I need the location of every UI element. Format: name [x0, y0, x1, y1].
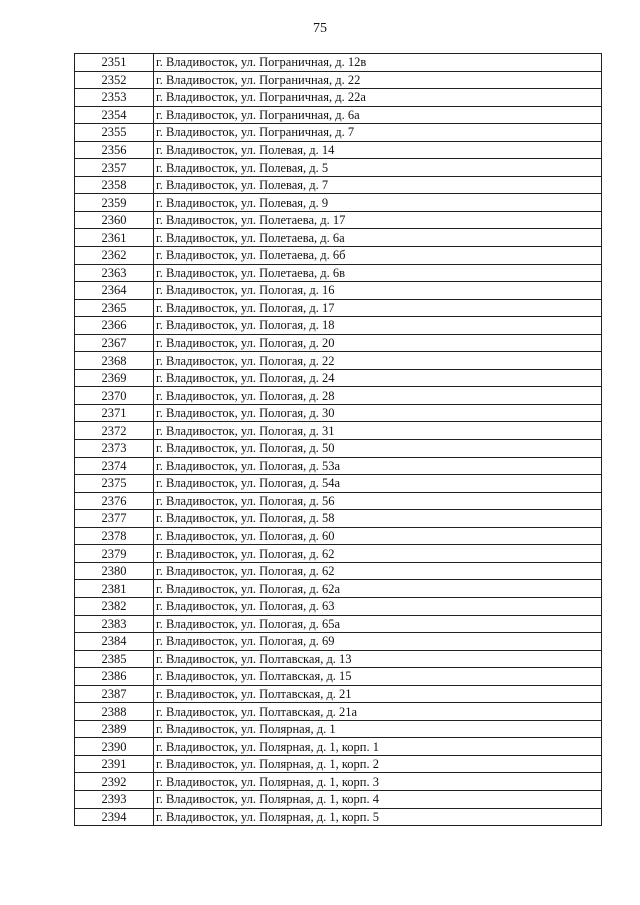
table-row	[75, 720, 602, 738]
row-number-cell: 2352	[75, 71, 154, 89]
address-cell: г. Владивосток, ул. Пологая, д. 53а	[154, 457, 602, 475]
address-cell: г. Владивосток, ул. Полярная, д. 1, корп. 1	[154, 738, 602, 756]
address-cell: г. Владивосток, ул. Пологая, д. 22	[154, 352, 602, 370]
address-cell: г. Владивосток, ул. Пограничная, д. 22а	[154, 89, 602, 107]
table-row	[75, 211, 602, 229]
row-number-cell: 2363	[75, 264, 154, 282]
row-number-cell: 2361	[75, 229, 154, 247]
address-cell: г. Владивосток, ул. Полярная, д. 1, корп. 4	[154, 790, 602, 808]
address-cell: г. Владивосток, ул. Пологая, д. 16	[154, 282, 602, 300]
table-row	[75, 650, 602, 668]
page-number: 75	[313, 21, 327, 36]
address-cell: г. Владивосток, ул. Полтавская, д. 15	[154, 668, 602, 686]
address-table	[74, 53, 602, 826]
row-number-cell: 2382	[75, 597, 154, 615]
table-row	[75, 369, 602, 387]
row-number-cell: 2391	[75, 755, 154, 773]
table-row	[75, 790, 602, 808]
table-row	[75, 282, 602, 300]
table-row	[75, 387, 602, 405]
table-row	[75, 703, 602, 721]
row-number-cell: 2389	[75, 720, 154, 738]
table-row	[75, 71, 602, 89]
table-row	[75, 808, 602, 826]
table-row	[75, 510, 602, 528]
row-number-cell: 2354	[75, 106, 154, 124]
table-row	[75, 545, 602, 563]
table-row	[75, 580, 602, 598]
row-number-cell: 2357	[75, 159, 154, 177]
row-number-cell: 2374	[75, 457, 154, 475]
address-cell: г. Владивосток, ул. Полевая, д. 9	[154, 194, 602, 212]
table-row	[75, 247, 602, 265]
address-cell: г. Владивосток, ул. Полевая, д. 5	[154, 159, 602, 177]
address-cell: г. Владивосток, ул. Полевая, д. 7	[154, 176, 602, 194]
row-number-cell: 2364	[75, 282, 154, 300]
row-number-cell: 2379	[75, 545, 154, 563]
address-cell: г. Владивосток, ул. Полярная, д. 1, корп. 2	[154, 755, 602, 773]
table-row	[75, 264, 602, 282]
row-number-cell: 2356	[75, 141, 154, 159]
address-cell: г. Владивосток, ул. Полевая, д. 14	[154, 141, 602, 159]
table-row	[75, 422, 602, 440]
table-row	[75, 562, 602, 580]
address-cell: г. Владивосток, ул. Полетаева, д. 6а	[154, 229, 602, 247]
address-cell: г. Владивосток, ул. Полярная, д. 1, корп. 3	[154, 773, 602, 791]
address-cell: г. Владивосток, ул. Пологая, д. 50	[154, 440, 602, 458]
address-cell: г. Владивосток, ул. Пологая, д. 24	[154, 369, 602, 387]
row-number-cell: 2385	[75, 650, 154, 668]
row-number-cell: 2393	[75, 790, 154, 808]
address-cell: г. Владивосток, ул. Пологая, д. 18	[154, 317, 602, 335]
address-cell: г. Владивосток, ул. Полтавская, д. 13	[154, 650, 602, 668]
table-row	[75, 352, 602, 370]
address-cell: г. Владивосток, ул. Полтавская, д. 21а	[154, 703, 602, 721]
table-row	[75, 597, 602, 615]
table-row	[75, 229, 602, 247]
table-row	[75, 633, 602, 651]
row-number-cell: 2384	[75, 633, 154, 651]
row-number-cell: 2378	[75, 527, 154, 545]
address-cell: г. Владивосток, ул. Пологая, д. 62	[154, 545, 602, 563]
address-cell: г. Владивосток, ул. Полетаева, д. 6б	[154, 247, 602, 265]
table-row	[75, 668, 602, 686]
table-row	[75, 440, 602, 458]
table-row	[75, 457, 602, 475]
table-row	[75, 194, 602, 212]
table-row	[75, 755, 602, 773]
row-number-cell: 2360	[75, 211, 154, 229]
address-cell: г. Владивосток, ул. Пологая, д. 28	[154, 387, 602, 405]
row-number-cell: 2366	[75, 317, 154, 335]
address-cell: г. Владивосток, ул. Пологая, д. 56	[154, 492, 602, 510]
address-cell: г. Владивосток, ул. Пограничная, д. 7	[154, 124, 602, 142]
row-number-cell: 2373	[75, 440, 154, 458]
address-cell: г. Владивосток, ул. Пологая, д. 20	[154, 334, 602, 352]
address-table-body	[75, 54, 602, 826]
table-row	[75, 685, 602, 703]
row-number-cell: 2381	[75, 580, 154, 598]
row-number-cell: 2383	[75, 615, 154, 633]
table-row	[75, 54, 602, 72]
table-row	[75, 738, 602, 756]
row-number-cell: 2380	[75, 562, 154, 580]
address-cell: г. Владивосток, ул. Пологая, д. 62	[154, 562, 602, 580]
table-row	[75, 615, 602, 633]
row-number-cell: 2375	[75, 475, 154, 493]
address-cell: г. Владивосток, ул. Пологая, д. 65а	[154, 615, 602, 633]
address-cell: г. Владивосток, ул. Пологая, д. 58	[154, 510, 602, 528]
address-cell: г. Владивосток, ул. Пологая, д. 60	[154, 527, 602, 545]
address-cell: г. Владивосток, ул. Полетаева, д. 6в	[154, 264, 602, 282]
row-number-cell: 2386	[75, 668, 154, 686]
address-cell: г. Владивосток, ул. Пограничная, д. 6а	[154, 106, 602, 124]
address-cell: г. Владивосток, ул. Пологая, д. 62а	[154, 580, 602, 598]
address-cell: г. Владивосток, ул. Пограничная, д. 22	[154, 71, 602, 89]
address-cell: г. Владивосток, ул. Пологая, д. 69	[154, 633, 602, 651]
address-cell: г. Владивосток, ул. Пологая, д. 31	[154, 422, 602, 440]
row-number-cell: 2362	[75, 247, 154, 265]
row-number-cell: 2387	[75, 685, 154, 703]
address-cell: г. Владивосток, ул. Полетаева, д. 17	[154, 211, 602, 229]
address-cell: г. Владивосток, ул. Пологая, д. 17	[154, 299, 602, 317]
row-number-cell: 2388	[75, 703, 154, 721]
table-row	[75, 404, 602, 422]
address-cell: г. Владивосток, ул. Пологая, д. 30	[154, 404, 602, 422]
table-row	[75, 299, 602, 317]
row-number-cell: 2372	[75, 422, 154, 440]
row-number-cell: 2392	[75, 773, 154, 791]
row-number-cell: 2355	[75, 124, 154, 142]
row-number-cell: 2367	[75, 334, 154, 352]
row-number-cell: 2368	[75, 352, 154, 370]
table-row	[75, 89, 602, 107]
row-number-cell: 2369	[75, 369, 154, 387]
row-number-cell: 2353	[75, 89, 154, 107]
row-number-cell: 2358	[75, 176, 154, 194]
table-row	[75, 159, 602, 177]
table-row	[75, 773, 602, 791]
row-number-cell: 2359	[75, 194, 154, 212]
table-row	[75, 492, 602, 510]
table-row	[75, 106, 602, 124]
row-number-cell: 2390	[75, 738, 154, 756]
table-row	[75, 176, 602, 194]
row-number-cell: 2370	[75, 387, 154, 405]
address-cell: г. Владивосток, ул. Пограничная, д. 12в	[154, 54, 602, 72]
table-row	[75, 141, 602, 159]
table-row	[75, 334, 602, 352]
row-number-cell: 2351	[75, 54, 154, 72]
row-number-cell: 2376	[75, 492, 154, 510]
address-cell: г. Владивосток, ул. Полярная, д. 1, корп. 5	[154, 808, 602, 826]
row-number-cell: 2377	[75, 510, 154, 528]
table-row	[75, 317, 602, 335]
address-cell: г. Владивосток, ул. Полтавская, д. 21	[154, 685, 602, 703]
table-row	[75, 124, 602, 142]
table-row	[75, 475, 602, 493]
address-cell: г. Владивосток, ул. Полярная, д. 1	[154, 720, 602, 738]
table-row	[75, 527, 602, 545]
row-number-cell: 2365	[75, 299, 154, 317]
row-number-cell: 2371	[75, 404, 154, 422]
address-cell: г. Владивосток, ул. Пологая, д. 63	[154, 597, 602, 615]
row-number-cell: 2394	[75, 808, 154, 826]
address-cell: г. Владивосток, ул. Пологая, д. 54а	[154, 475, 602, 493]
